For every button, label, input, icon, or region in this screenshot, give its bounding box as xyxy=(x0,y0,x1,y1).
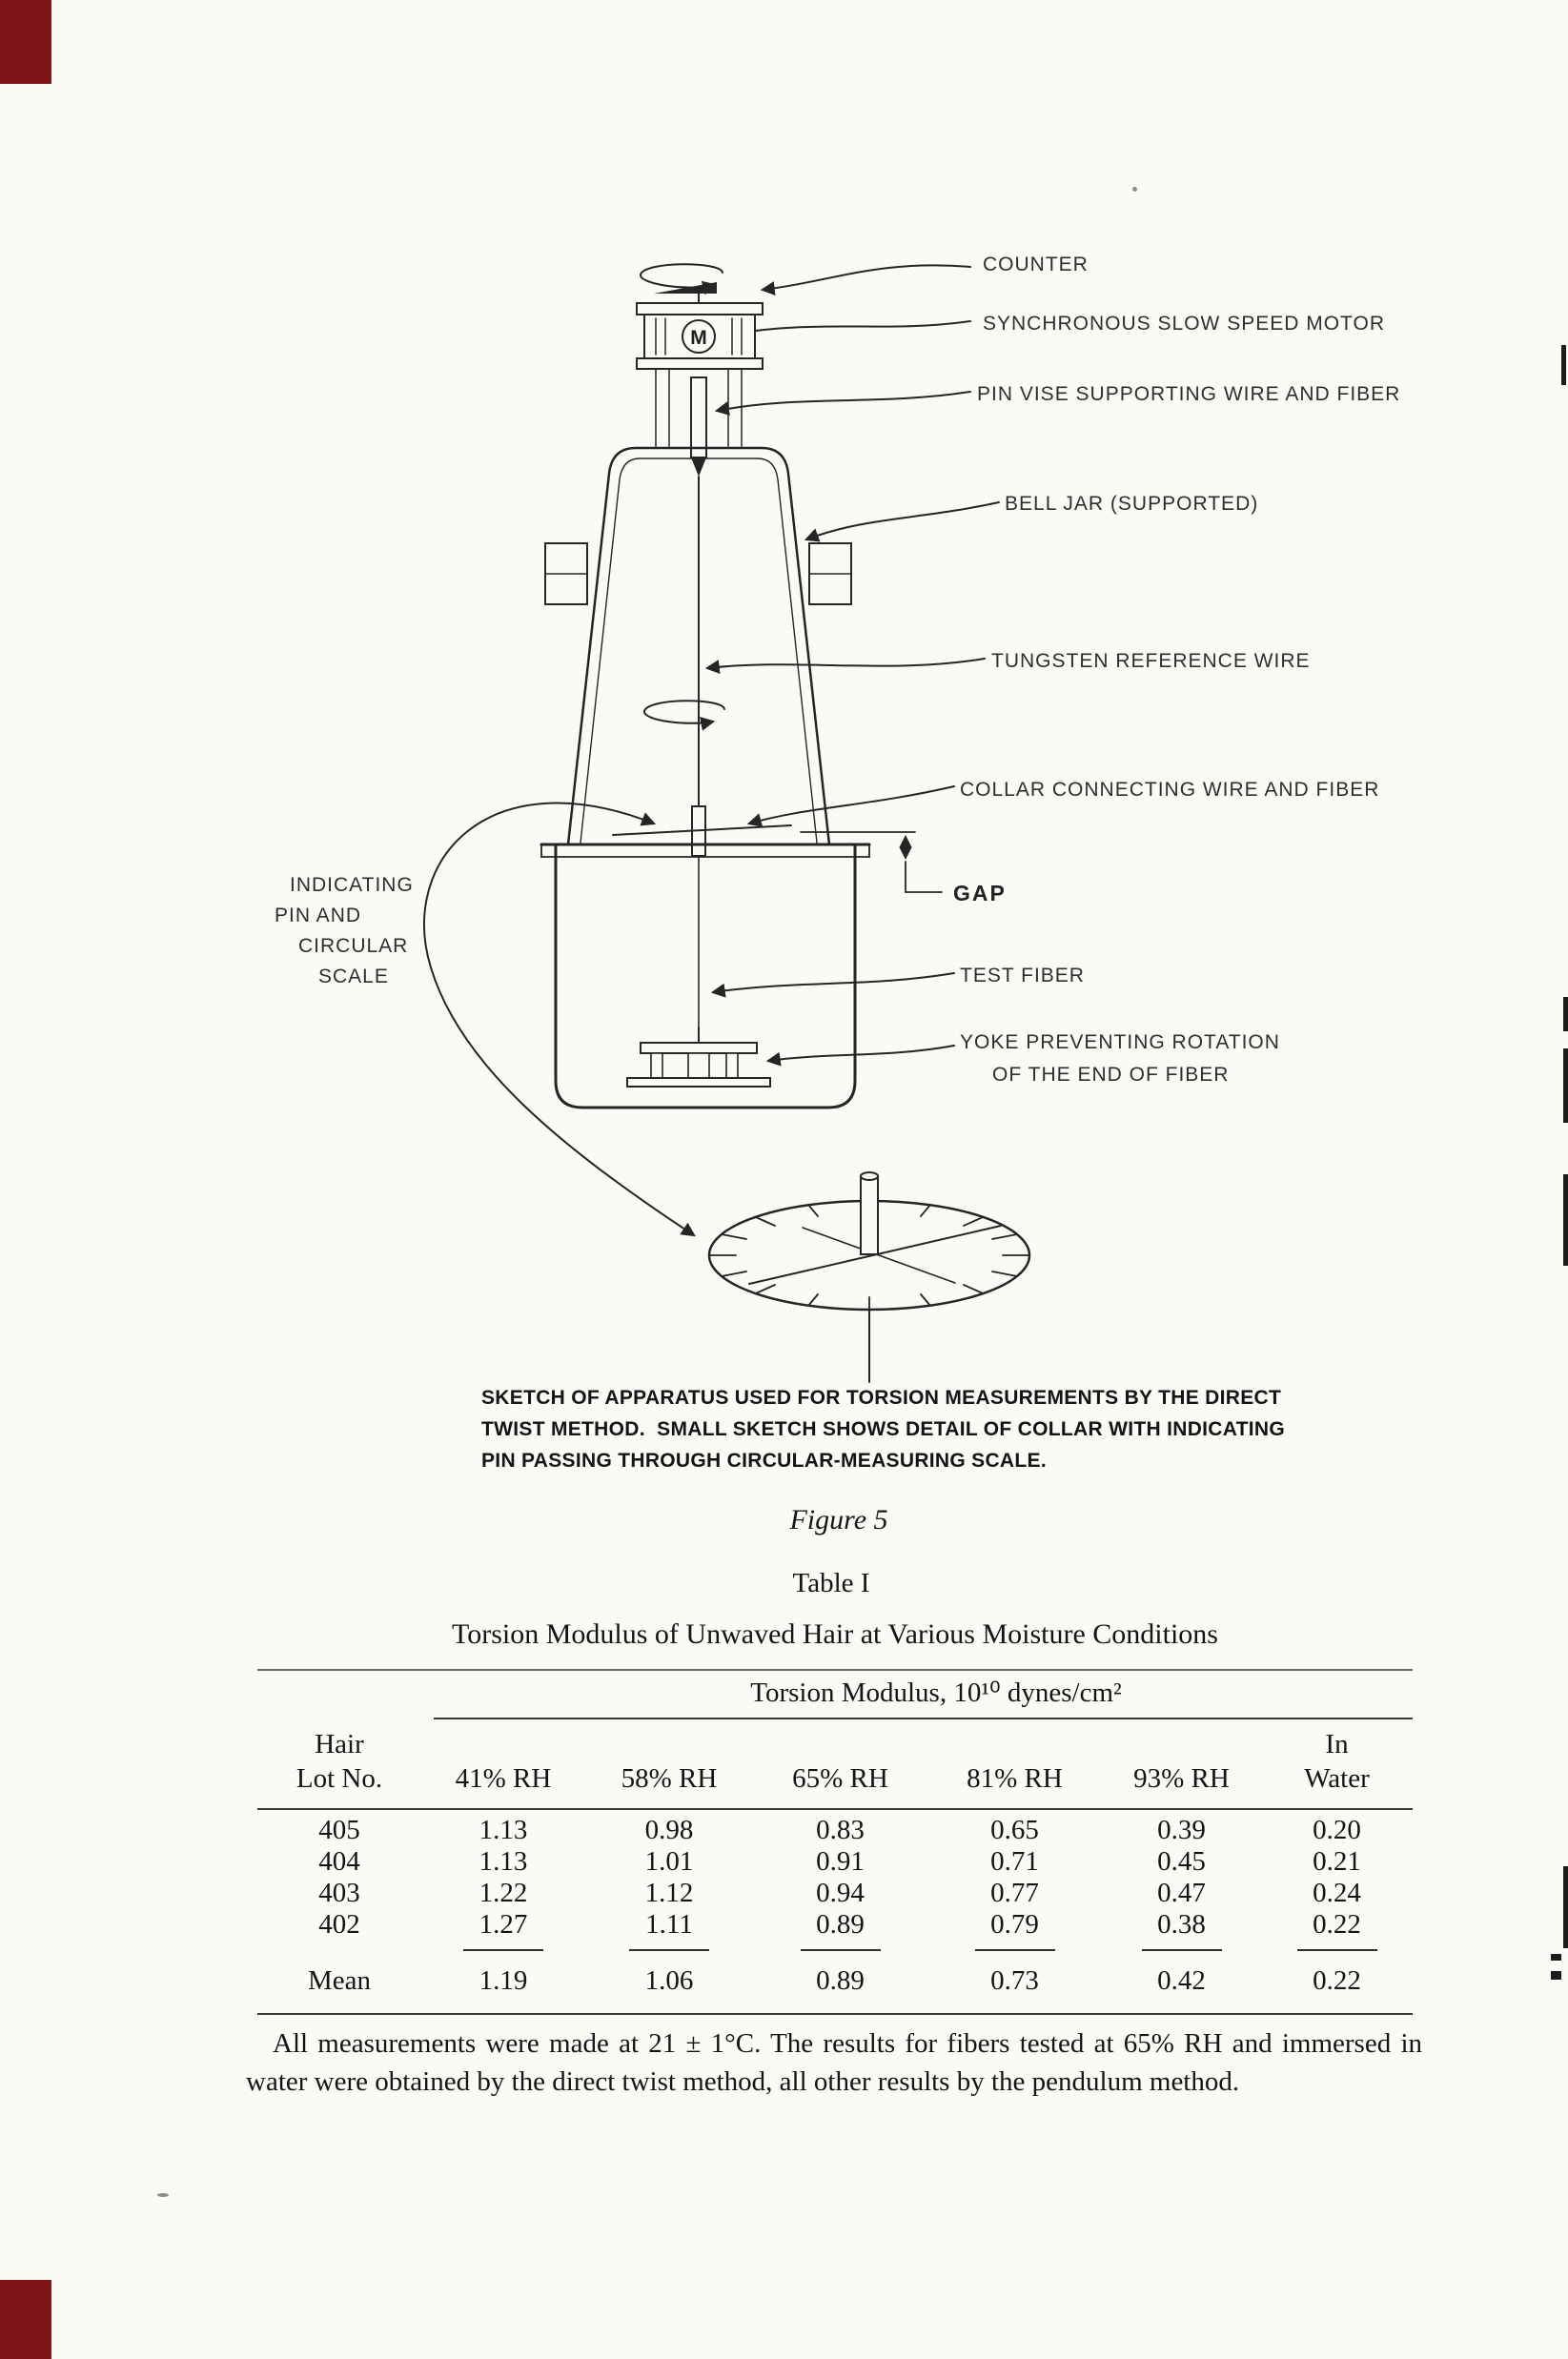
col-header: In xyxy=(1325,1729,1349,1759)
col-header xyxy=(1102,1729,1261,1760)
table-cell: 1.13 xyxy=(479,1846,528,1877)
caption-line: SKETCH OF APPARATUS USED FOR TORSION MEASUREMENTS BY THE DIRECT xyxy=(481,1387,1282,1409)
sum-dash xyxy=(927,1946,1102,1954)
table-rule-top xyxy=(257,1669,1413,1671)
scan-artifact-edge-mark xyxy=(1563,1866,1568,1948)
scan-artifact-edge-mark xyxy=(1563,997,1568,1031)
table-cell: 0.65 xyxy=(990,1815,1039,1845)
table-spanner-header: Torsion Modulus, 10¹⁰ dynes/cm² xyxy=(750,1678,1122,1708)
circular-scale-shape xyxy=(709,1172,1029,1382)
table-rule-header xyxy=(257,1808,1413,1810)
diagram-label-pin-vise: PIN VISE SUPPORTING WIRE AND FIBER xyxy=(977,383,1401,405)
table-mean-row xyxy=(257,1965,1413,1997)
pin-vise-shape xyxy=(691,377,706,477)
table-cell: 0.45 xyxy=(1157,1846,1206,1877)
diagram-label-indicating-4: SCALE xyxy=(318,966,389,987)
table-cell: 0.24 xyxy=(1313,1878,1361,1908)
diagram-label-motor: SYNCHRONOUS SLOW SPEED MOTOR xyxy=(983,313,1385,335)
table-cell: 0.77 xyxy=(990,1878,1039,1908)
sum-dash xyxy=(421,1946,585,1954)
table-cell: 1.12 xyxy=(644,1878,694,1908)
table-rule-bottom xyxy=(257,2013,1413,2015)
table-cell: 1.01 xyxy=(644,1846,694,1877)
col-header: 58% RH xyxy=(621,1763,718,1794)
col-header xyxy=(753,1729,927,1760)
sum-dash xyxy=(753,1946,927,1954)
table-cell: 0.98 xyxy=(644,1815,694,1845)
table-header-row-2 xyxy=(257,1763,1413,1795)
table-cell: 1.19 xyxy=(479,1965,528,1996)
diagram-label-tungsten: TUNGSTEN REFERENCE WIRE xyxy=(991,650,1311,672)
tungsten-wire-shape xyxy=(644,477,724,806)
table-cell: 1.06 xyxy=(644,1965,694,1996)
table-row xyxy=(257,1909,1413,1941)
diagram-label-indicating-1: INDICATING xyxy=(290,874,414,896)
diagram-label-test-fiber: TEST FIBER xyxy=(960,965,1085,986)
table-cell: 0.89 xyxy=(816,1965,865,1996)
sum-dash xyxy=(585,1946,753,1954)
scan-artifact-red-top-left xyxy=(0,0,51,84)
scan-artifact-edge-mark xyxy=(1561,345,1566,385)
sum-dash xyxy=(1261,1946,1413,1954)
col-header: 93% RH xyxy=(1133,1763,1230,1794)
table-cell: 0.22 xyxy=(1313,1965,1361,1996)
table-header-row-1 xyxy=(257,1729,1413,1760)
scan-artifact-edge-dash xyxy=(1551,1971,1561,1980)
table-cell: 1.13 xyxy=(479,1815,528,1845)
diagram-label-gap: GAP xyxy=(953,881,1007,905)
table-rule-spanner xyxy=(434,1718,1413,1719)
col-header xyxy=(927,1729,1102,1760)
table-cell: 0.39 xyxy=(1157,1815,1206,1845)
diagram-label-yoke-line2: OF THE END OF FIBER xyxy=(992,1064,1230,1086)
table-cell: 0.89 xyxy=(816,1909,865,1940)
diagram-label-counter: COUNTER xyxy=(983,254,1089,275)
figure-caption xyxy=(481,1382,1285,1476)
table-cell: 0.20 xyxy=(1313,1815,1361,1845)
table-row xyxy=(257,1846,1413,1878)
table-title: Table I xyxy=(792,1568,870,1598)
collar-shape xyxy=(613,806,791,856)
table-cell: 402 xyxy=(318,1909,360,1940)
table-row xyxy=(257,1878,1413,1909)
motor-letter: M xyxy=(690,327,707,349)
table-cell: 0.21 xyxy=(1313,1846,1361,1877)
diagram-label-indicating-2: PIN AND xyxy=(275,905,362,926)
col-header xyxy=(585,1729,753,1760)
scan-artifact-red-bottom-left xyxy=(0,2280,51,2359)
table-cell: Mean xyxy=(307,1965,372,1996)
table-footnote: All measurements were made at 21 ± 1°C. The results for fibers tested at 65% RH and immersed in water were obtained by the direct twist method, all other results by the pendulum method. xyxy=(246,2028,1422,2097)
table-subtitle: Torsion Modulus of Unwaved Hair at Various Moisture Conditions xyxy=(452,1618,1218,1650)
scan-artifact-edge-mark xyxy=(1563,1174,1568,1266)
yoke-shape xyxy=(627,1027,770,1087)
scan-artifact-edge-dash xyxy=(1551,1954,1561,1961)
table-cell: 0.71 xyxy=(990,1846,1039,1877)
table-sum-dashes xyxy=(257,1946,1413,1954)
table-cell: 0.22 xyxy=(1313,1909,1361,1940)
diagram-label-yoke-line1: YOKE PREVENTING ROTATION xyxy=(960,1031,1280,1053)
diagram-label-collar: COLLAR CONNECTING WIRE AND FIBER xyxy=(960,779,1380,801)
col-header xyxy=(421,1729,585,1760)
table-cell: 0.83 xyxy=(816,1815,865,1845)
table-cell: 1.27 xyxy=(479,1909,528,1940)
table-cell: 1.22 xyxy=(479,1878,528,1908)
table-cell: 1.11 xyxy=(645,1909,693,1940)
table-cell: 0.42 xyxy=(1157,1965,1206,1996)
table-cell: 0.91 xyxy=(816,1846,865,1877)
table-cell: 404 xyxy=(318,1846,360,1877)
col-header: Lot No. xyxy=(295,1763,383,1794)
table-row xyxy=(257,1815,1413,1846)
scan-artifact-dash xyxy=(157,2193,169,2197)
sum-dash xyxy=(1102,1946,1261,1954)
col-header: Hair xyxy=(315,1729,364,1759)
table-cell: 0.73 xyxy=(990,1965,1039,1996)
table-cell: 403 xyxy=(318,1878,360,1908)
caption-line: PIN PASSING THROUGH CIRCULAR-MEASURING SCALE. xyxy=(481,1450,1047,1472)
leader-lines xyxy=(707,265,999,1061)
col-header: 81% RH xyxy=(967,1763,1063,1794)
table-cell: 0.94 xyxy=(816,1878,865,1908)
diagram-label-bell-jar: BELL JAR (SUPPORTED) xyxy=(1005,493,1259,515)
diagram-label-indicating-3: CIRCULAR xyxy=(298,935,409,957)
table-cell: 405 xyxy=(318,1815,360,1845)
collar-detail-arrow xyxy=(424,803,694,1235)
scan-artifact-edge-mark xyxy=(1563,1048,1568,1123)
caption-line: TWIST METHOD. SMALL SKETCH SHOWS DETAIL OF COLLAR WITH INDICATING xyxy=(481,1418,1286,1440)
figure-number: Figure 5 xyxy=(789,1504,888,1535)
table-cell: 0.47 xyxy=(1157,1878,1206,1908)
col-header: 41% RH xyxy=(455,1763,552,1794)
col-header: Water xyxy=(1304,1763,1370,1794)
gap-marker xyxy=(801,832,942,892)
scan-artifact-dot xyxy=(1132,187,1137,192)
counter-symbol xyxy=(641,264,723,303)
table-cell: 0.38 xyxy=(1157,1909,1206,1940)
col-header: 65% RH xyxy=(792,1763,888,1794)
table-cell: 0.79 xyxy=(990,1909,1039,1940)
